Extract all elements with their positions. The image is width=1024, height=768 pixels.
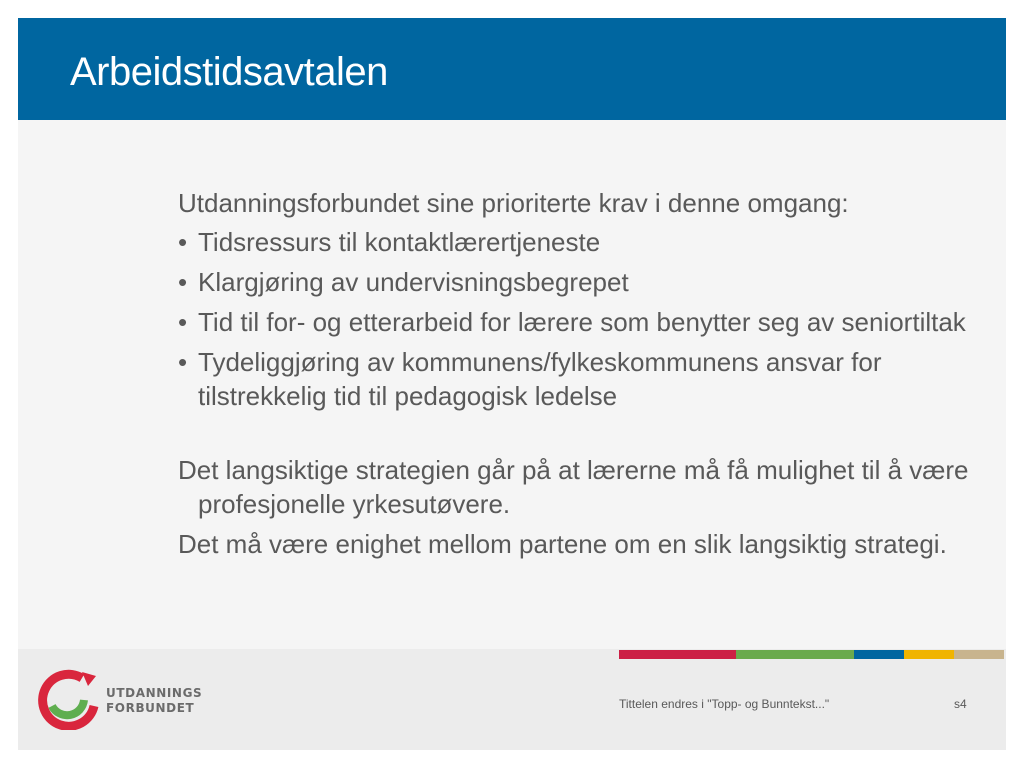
stripe-yellow bbox=[904, 650, 954, 659]
color-stripes bbox=[619, 650, 1004, 659]
intro-text: Utdanningsforbundet sine prioriterte krav i denne omgang: bbox=[178, 188, 849, 218]
bullet-text: Klargjøring av undervisningsbegrepet bbox=[198, 267, 629, 297]
slide-content bbox=[178, 186, 978, 561]
footer-text: Tittelen endres i "Topp- og Bunntekst..." bbox=[619, 697, 830, 711]
slide-title: Arbeidstidsavtalen bbox=[70, 50, 388, 94]
spacer bbox=[178, 419, 978, 453]
bullet-icon: • bbox=[178, 227, 188, 257]
slide-number: s4 bbox=[954, 697, 967, 711]
stripe-blue bbox=[854, 650, 904, 659]
bullet-icon: • bbox=[178, 307, 188, 337]
bullet-text: Tid til for- og etterarbeid for lærere som benytter seg av seniortiltak bbox=[198, 307, 966, 337]
logo-text-line-1: UTDANNINGS bbox=[106, 686, 203, 700]
bullet-item bbox=[178, 265, 978, 299]
bullet-icon: • bbox=[178, 347, 188, 377]
logo-green-arc bbox=[52, 700, 84, 715]
logo-text-line-2: FORBUNDET bbox=[106, 701, 195, 715]
paragraph-agreement: Det må være enighet mellom partene om en slik langsiktig strategi. bbox=[178, 529, 947, 559]
stripe-red bbox=[619, 650, 736, 659]
stripe-tan bbox=[954, 650, 1004, 659]
title-bar bbox=[18, 18, 1006, 120]
logo-wordmark bbox=[106, 686, 202, 716]
bullet-item bbox=[178, 225, 978, 259]
bullet-item bbox=[178, 305, 978, 339]
logo-red-tip bbox=[82, 672, 96, 686]
utdanningsforbundet-logo-icon bbox=[38, 666, 100, 730]
stripe-green bbox=[736, 650, 854, 659]
bullet-item bbox=[178, 345, 978, 413]
bullet-icon: • bbox=[178, 267, 188, 297]
bullet-text: Tidsressurs til kontaktlærertjeneste bbox=[198, 227, 601, 257]
paragraph-strategy: Det langsiktige strategien går på at lærerne må få mulighet til å være profesjonelle yrkesutøvere. bbox=[178, 455, 969, 519]
bullet-text: Tydeliggjøring av kommunens/fylkeskommunens ansvar for tilstrekkelig tid til pedagogisk ledelse bbox=[198, 347, 882, 411]
slide bbox=[18, 18, 1006, 750]
